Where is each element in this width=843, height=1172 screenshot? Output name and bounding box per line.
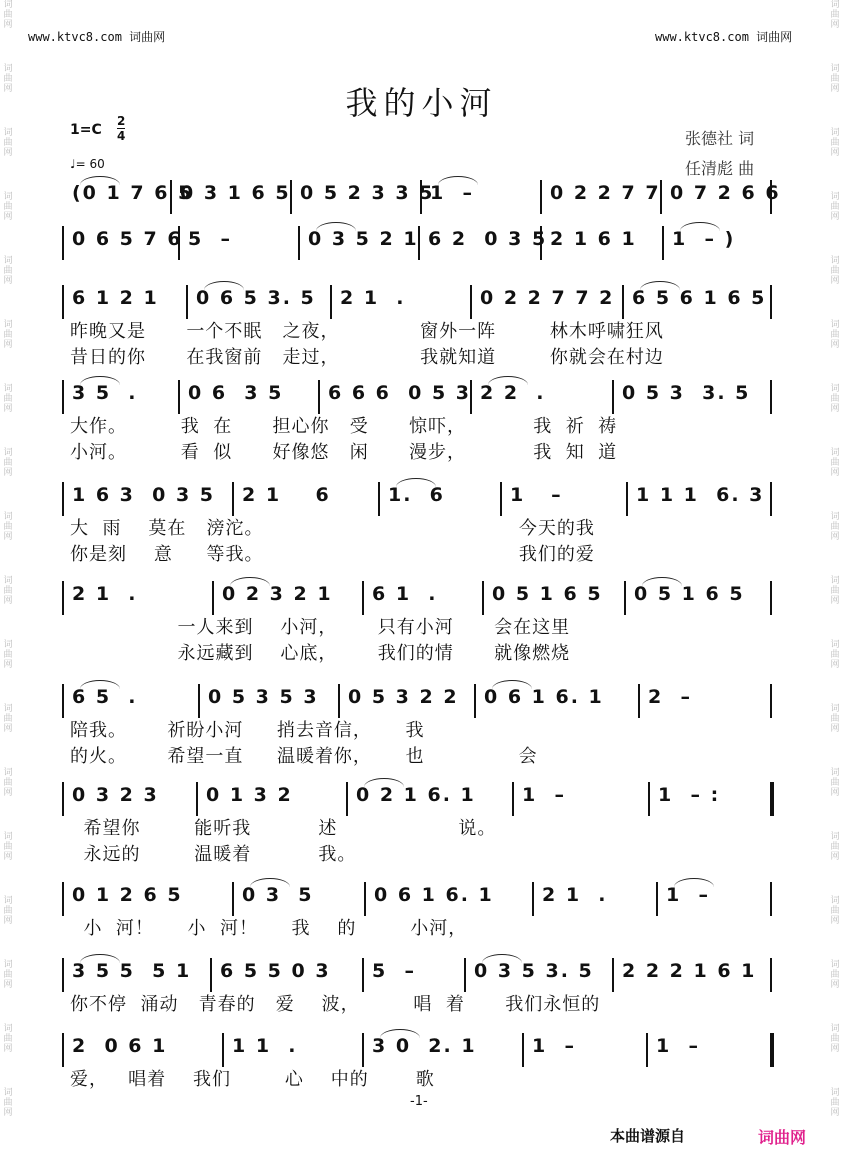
measure-notes: 0 6 3 5 <box>188 382 284 404</box>
bar-line <box>648 782 650 816</box>
bar-line <box>770 958 772 992</box>
measure-notes: 1 1 1 6. 3 <box>636 484 765 506</box>
lyric-verse-1: 小 河！ 小 河！ 我 的 小河， <box>70 918 468 939</box>
measure-notes: 6 1 . <box>372 583 438 605</box>
bar-line <box>770 782 774 816</box>
measure-notes: 0 2 3 2 1 <box>222 583 333 605</box>
bar-line <box>500 482 502 516</box>
bar-line <box>378 482 380 516</box>
measure-notes: 0 5 3 5 3 <box>208 686 319 708</box>
measure-notes: 0 3 5 <box>242 884 314 906</box>
lyric-verse-1: 一人来到 小河， 只有小河 会在这里 <box>70 617 571 638</box>
measure-notes: (0 1 7 6 5 <box>72 182 194 204</box>
measure-notes: 1 6 3 0 3 5 <box>72 484 216 506</box>
measure-notes: 0 5 1 6 5 <box>634 583 745 605</box>
lyric-verse-1: 你不停 涌动 青春的 爱 波， 唱 着 我们永恒的 <box>70 994 601 1015</box>
lyric-verse-2: 永远的 温暖着 我。 <box>70 844 357 865</box>
slur-mark <box>396 478 436 487</box>
measure-notes: 1 – <box>430 182 474 204</box>
score-line <box>0 180 843 224</box>
bar-line <box>522 1033 524 1067</box>
measure-notes: 6 5 . <box>72 686 138 708</box>
measure-notes: 0 1 2 6 5 <box>72 884 183 906</box>
right-watermark-strip: 词 曲 网 词 曲 网 词 曲 网 词 曲 网 词 曲 网 词 曲 网 词 曲 网 词 曲 网 词 曲 网 词 曲 网 词 曲 网 词 曲 网 词 曲 网 词 曲 网 词 曲 网 词 曲 网 词 曲 网 词 曲 网 <box>830 0 840 1118</box>
measure-notes: 6 2 0 3 5 <box>428 228 548 250</box>
bar-line <box>532 882 534 916</box>
measure-notes: 1 – <box>532 1035 576 1057</box>
measure-notes: 2 1 6 1 <box>550 228 637 250</box>
bar-line <box>622 285 624 319</box>
bar-line <box>62 1033 64 1067</box>
time-sig-bottom: 4 <box>117 129 126 143</box>
lyric-verse-1: 大作。 我 在 担心你 受 惊吓， 我 祈 祷 <box>70 416 618 437</box>
measure-notes: 0 6 1 6. 1 <box>374 884 494 906</box>
slur-mark <box>80 176 120 185</box>
measure-notes: 0 5 3 3. 5 <box>622 382 751 404</box>
bar-line <box>318 380 320 414</box>
slur-mark <box>230 577 270 586</box>
measure-notes: 6 1 2 1 <box>72 287 159 309</box>
slur-mark <box>674 878 714 887</box>
bar-line <box>512 782 514 816</box>
slur-mark <box>364 778 404 787</box>
measure-notes: 0 5 3 2 2 <box>348 686 459 708</box>
slur-mark <box>80 376 120 385</box>
bar-line <box>362 581 364 615</box>
bar-line <box>232 482 234 516</box>
bar-line <box>62 581 64 615</box>
slur-mark <box>492 680 532 689</box>
lyric-verse-2: 昔日的你 在我窗前 走过， 我就知道 你就会在村边 <box>70 347 664 368</box>
bar-line <box>62 380 64 414</box>
measure-notes: 2 0 6 1 <box>72 1035 168 1057</box>
measure-notes: 0 2 1 6. 1 <box>356 784 476 806</box>
measure-notes: 0 2 2 7 7 <box>550 182 661 204</box>
bar-line <box>62 782 64 816</box>
measure-notes: 0 6 5 7 6 <box>72 228 183 250</box>
lyric-verse-1: 昨晚又是 一个不眠 之夜， 窗外一阵 林木呼啸狂风 <box>70 321 664 342</box>
slur-mark <box>380 1029 420 1038</box>
slur-mark <box>250 878 290 887</box>
measure-notes: 0 7 2 6 6 <box>670 182 781 204</box>
bar-line <box>770 482 772 516</box>
bar-line <box>62 684 64 718</box>
bar-line <box>62 882 64 916</box>
bar-line <box>464 958 466 992</box>
lyric-verse-2: 的火。 希望一直 温暖着你， 也 会 <box>70 746 538 767</box>
bar-line <box>770 1033 774 1067</box>
lyric-verse-2: 你是刻 意 等我。 我们的爱 <box>70 544 595 565</box>
bar-line <box>474 684 476 718</box>
bar-line <box>626 482 628 516</box>
key-signature: 1=C <box>70 122 102 138</box>
lyric-verse-1: 爱， 唱着 我们 心 中的 歌 <box>70 1069 435 1090</box>
bar-line <box>198 684 200 718</box>
lyric-verse-2: 永远藏到 心底， 我们的情 就像燃烧 <box>70 643 571 664</box>
slur-mark <box>438 176 478 185</box>
measure-notes: 1 – <box>510 484 563 506</box>
measure-notes: 0 3 1 6 5 <box>180 182 291 204</box>
bar-line <box>346 782 348 816</box>
bar-line <box>338 684 340 718</box>
bar-line <box>62 958 64 992</box>
bar-line <box>612 380 614 414</box>
bar-line <box>662 226 664 260</box>
measure-notes: 6 5 5 0 3 <box>220 960 331 982</box>
bar-line <box>186 285 188 319</box>
measure-notes: 0 5 1 6 5 <box>492 583 603 605</box>
lyric-verse-1: 大 雨 莫在 滂沱。 今天的我 <box>70 518 595 539</box>
measure-notes: 5 – <box>188 228 232 250</box>
score-line <box>0 226 843 270</box>
measure-notes: 2 1 . <box>72 583 138 605</box>
measure-notes: 0 3 5 3. 5 <box>474 960 594 982</box>
time-sig-top: 2 <box>117 114 126 128</box>
bar-line <box>330 285 332 319</box>
bar-line <box>62 482 64 516</box>
bar-line <box>612 958 614 992</box>
measure-notes: 1 – <box>522 784 566 806</box>
bar-line <box>362 958 364 992</box>
measure-notes: 0 3 2 3 <box>72 784 159 806</box>
measure-notes: 2 2 . <box>480 382 546 404</box>
bar-line <box>470 285 472 319</box>
slur-mark <box>482 954 522 963</box>
measure-notes: 2 1 . <box>542 884 608 906</box>
measure-notes: 5 – <box>372 960 416 982</box>
bar-line <box>298 226 300 260</box>
bar-line <box>638 684 640 718</box>
site-url-left[interactable]: www.ktvc8.com 词曲网 <box>28 30 166 44</box>
bar-line <box>364 882 366 916</box>
measure-notes: 0 6 1 6. 1 <box>484 686 604 708</box>
measure-notes: 1 – <box>666 884 710 906</box>
lyricist-credit: 张德社 词 <box>685 129 755 148</box>
slur-mark <box>204 281 244 290</box>
bar-line <box>770 581 772 615</box>
bar-line <box>624 581 626 615</box>
slur-mark <box>80 680 120 689</box>
measure-notes: 2 – <box>648 686 692 708</box>
measure-notes: 0 5 2 3 3 5 <box>300 182 435 204</box>
measure-notes: 6 6 6 0 5 3 <box>328 382 472 404</box>
measure-notes: 2 1 6 <box>242 484 331 506</box>
bar-line <box>770 882 772 916</box>
composer-credit: 任清彪 曲 <box>685 159 755 178</box>
measure-notes: 1. 6 <box>388 484 445 506</box>
source-label: 本曲谱源自 <box>610 1127 686 1145</box>
slur-mark <box>80 954 120 963</box>
bar-line <box>62 285 64 319</box>
site-url-right[interactable]: www.ktvc8.com 词曲网 <box>655 30 793 44</box>
measure-notes: 1 – : <box>658 784 721 806</box>
time-signature <box>117 114 125 143</box>
measure-notes: 3 5 . <box>72 382 138 404</box>
bar-line <box>232 882 234 916</box>
slur-mark <box>640 281 680 290</box>
lyric-verse-1: 希望你 能听我 述 说。 <box>70 818 497 839</box>
slur-mark <box>488 376 528 385</box>
bar-line <box>196 782 198 816</box>
measure-notes: 2 1 . <box>340 287 406 309</box>
bar-line <box>482 581 484 615</box>
measure-notes: 0 1 3 2 <box>206 784 293 806</box>
bar-line <box>770 684 772 718</box>
tempo-marking: ♩= 60 <box>70 157 105 171</box>
measure-notes: 1 – ) <box>672 228 736 250</box>
measure-notes: 3 0 2. 1 <box>372 1035 477 1057</box>
measure-notes: 0 3 5 2 1 <box>308 228 419 250</box>
page-number: -1- <box>410 1094 428 1109</box>
measure-notes: 6 5 6 1 6 5 <box>632 287 767 309</box>
bar-line <box>178 380 180 414</box>
lyric-verse-2: 小河。 看 似 好像悠 闲 漫步， 我 知 道 <box>70 442 618 463</box>
bar-line <box>770 380 772 414</box>
measure-notes: 2 2 2 1 6 1 <box>622 960 757 982</box>
measure-notes: 0 2 2 7 7 2 <box>480 287 615 309</box>
bar-line <box>62 226 64 260</box>
bar-line <box>210 958 212 992</box>
measure-notes: 3 5 5 5 1 <box>72 960 192 982</box>
bar-line <box>770 285 772 319</box>
measure-notes: 1 1 . <box>232 1035 298 1057</box>
slur-mark <box>642 577 682 586</box>
lyric-verse-1: 陪我。 祈盼小河 捎去音信， 我 <box>70 720 425 741</box>
bar-line <box>656 882 658 916</box>
bar-line <box>222 1033 224 1067</box>
bar-line <box>540 180 542 214</box>
left-watermark-strip: 词 曲 网 词 曲 网 词 曲 网 词 曲 网 词 曲 网 词 曲 网 词 曲 网 词 曲 网 词 曲 网 词 曲 网 词 曲 网 词 曲 网 词 曲 网 词 曲 网 词 曲 网 词 曲 网 词 曲 网 词 曲 网 <box>3 0 13 1118</box>
bar-line <box>212 581 214 615</box>
measure-notes: 1 – <box>656 1035 700 1057</box>
song-title: 我的小河 <box>345 84 498 122</box>
source-site-link[interactable]: 词曲网 <box>758 1128 807 1147</box>
bar-line <box>362 1033 364 1067</box>
bar-line <box>646 1033 648 1067</box>
measure-notes: 0 6 5 3. 5 <box>196 287 316 309</box>
